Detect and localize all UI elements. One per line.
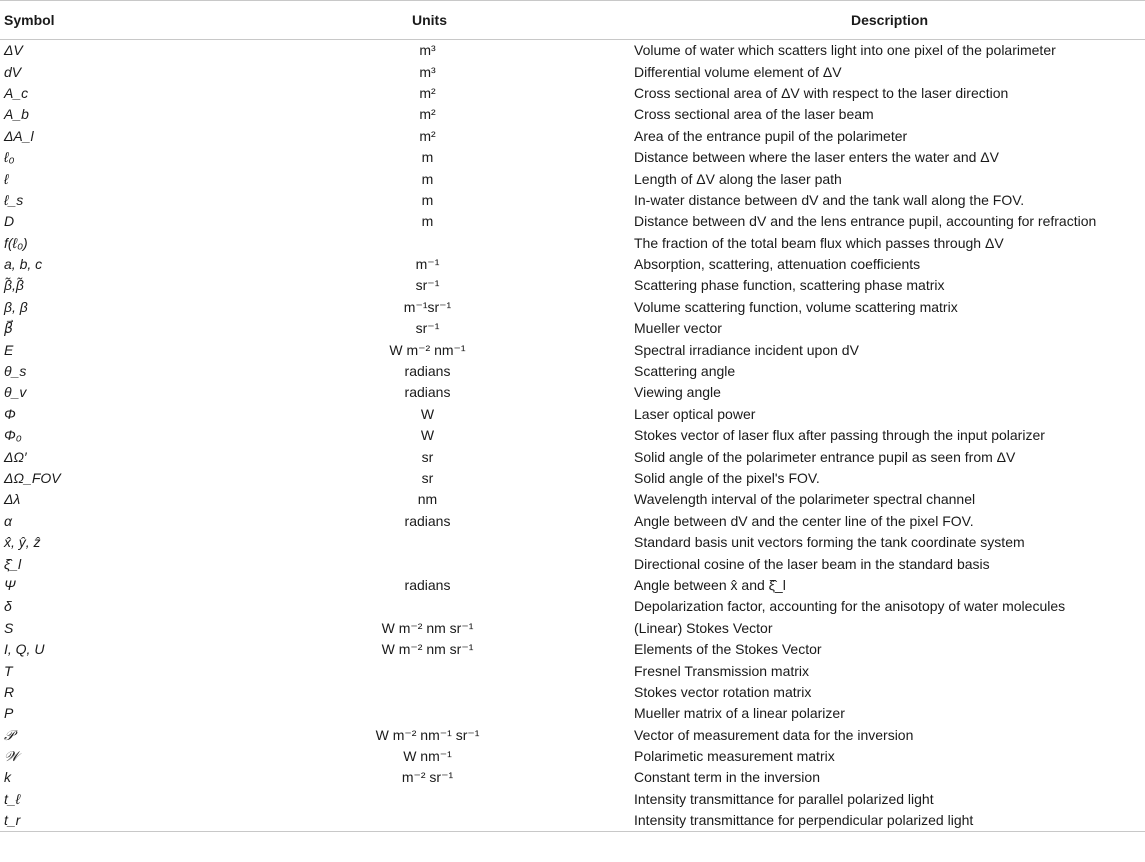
table-row	[0, 404, 1145, 425]
symbol-cell: Ψ	[4, 576, 16, 593]
description-cell: Standard basis unit vectors forming the tank coordinate system	[634, 534, 1025, 551]
symbol-cell: Φ	[4, 405, 16, 422]
description-cell: Distance between where the laser enters the water and ΔV	[634, 149, 999, 166]
units-cell: m²	[419, 84, 436, 101]
symbol-cell: A_c	[4, 84, 29, 101]
symbol-cell: R	[4, 683, 15, 700]
table-row	[0, 639, 1145, 660]
table-row	[0, 425, 1145, 446]
table-row	[0, 168, 1145, 189]
units-cell: sr⁻¹	[415, 277, 440, 294]
table-row	[0, 618, 1145, 639]
description-cell: Laser optical power	[634, 405, 756, 422]
table-row	[0, 810, 1145, 832]
units-cell: radians	[404, 384, 451, 401]
table-row	[0, 660, 1145, 681]
symbol-cell: 𝒫	[4, 726, 15, 743]
units-cell: m³	[419, 63, 436, 80]
units-cell: nm	[417, 491, 438, 508]
symbol-cell: dV	[4, 63, 22, 80]
description-cell: Absorption, scattering, attenuation coefficients	[634, 256, 921, 273]
units-cell: W	[420, 405, 435, 422]
description-cell: Stokes vector of laser flux after passing through the input polarizer	[634, 427, 1045, 444]
symbol-cell: ℓ₀	[4, 149, 15, 166]
symbol-cell: θ_v	[4, 384, 27, 401]
units-cell: W m⁻² nm⁻¹ sr⁻¹	[375, 726, 480, 743]
header-description: Description	[630, 1, 1145, 40]
table-row	[0, 511, 1145, 532]
units-cell: radians	[404, 576, 451, 593]
table-row	[0, 789, 1145, 810]
units-cell: m	[421, 191, 434, 208]
units-cell: W nm⁻¹	[403, 748, 452, 765]
symbol-cell: t_r	[0, 810, 225, 832]
units-cell	[225, 810, 630, 832]
description-cell: Cross sectional area of ΔV with respect to the laser direction	[634, 84, 1009, 101]
units-cell: W m⁻² nm⁻¹	[389, 341, 466, 358]
symbol-cell: Δλ	[4, 491, 21, 508]
units-cell	[225, 553, 630, 574]
units-cell: W	[420, 427, 435, 444]
units-cell: m⁻¹sr⁻¹	[403, 298, 452, 315]
description-cell: Volume of water which scatters light into one pixel of the polarimeter	[634, 42, 1056, 59]
symbol-cell: x̂, ŷ, ẑ	[4, 534, 41, 551]
table-row	[0, 61, 1145, 82]
symbol-cell: β̃,β̃	[4, 277, 24, 294]
description-cell: Vector of measurement data for the inversion	[634, 726, 914, 743]
table-row	[0, 318, 1145, 339]
header-units: Units	[225, 1, 630, 40]
table-body	[0, 40, 1145, 832]
symbol-cell: ℓ	[4, 170, 9, 187]
table-row	[0, 104, 1145, 125]
table-row	[0, 489, 1145, 510]
table-row	[0, 746, 1145, 767]
symbol-cell: ΔA_l	[4, 127, 34, 144]
symbol-cell: β, β	[4, 298, 28, 315]
header-row	[0, 1, 1145, 40]
description-cell: Angle between x̂ and ξ̂_l	[634, 576, 786, 593]
symbol-cell: ΔΩ′	[4, 448, 27, 465]
table-row	[0, 703, 1145, 724]
table-row	[0, 446, 1145, 467]
units-cell: m²	[419, 106, 436, 123]
table-row	[0, 725, 1145, 746]
table-row	[0, 468, 1145, 489]
units-cell: sr	[421, 448, 434, 465]
description-cell: Intensity transmittance for parallel polarized light	[634, 790, 934, 807]
units-cell: radians	[404, 512, 451, 529]
table-row	[0, 532, 1145, 553]
table-row	[0, 254, 1145, 275]
description-cell: Solid angle of the pixel's FOV.	[634, 470, 820, 486]
symbol-cell: I, Q, U	[4, 641, 45, 658]
description-cell: Solid angle of the polarimeter entrance pupil as seen from ΔV	[634, 448, 1016, 465]
description-cell: Mueller matrix of a linear polarizer	[634, 705, 845, 722]
table-row	[0, 190, 1145, 211]
description-cell: Cross sectional area of the laser beam	[634, 106, 874, 123]
description-cell: Polarimetic measurement matrix	[634, 748, 835, 765]
table-row	[0, 126, 1145, 147]
description-cell: (Linear) Stokes Vector	[634, 619, 773, 636]
symbol-cell: D	[4, 213, 15, 230]
table-row	[0, 553, 1145, 574]
table-row	[0, 767, 1145, 788]
symbol-cell: Φ₀	[4, 427, 22, 444]
symbol-cell: T	[4, 662, 13, 679]
units-cell	[225, 703, 630, 724]
symbol-cell: θ_s	[4, 363, 27, 380]
symbol-cell: P	[4, 705, 14, 722]
units-cell: m	[421, 149, 434, 166]
units-cell: W m⁻² nm sr⁻¹	[381, 619, 474, 636]
description-cell: Distance between dV and the lens entrance pupil, accounting for refraction	[634, 213, 1097, 230]
description-cell: Viewing angle	[634, 384, 721, 401]
table-row	[0, 40, 1145, 62]
units-cell	[225, 233, 630, 254]
description-cell: Scattering angle	[634, 363, 736, 380]
symbol-cell: S	[4, 619, 14, 636]
description-cell: Constant term in the inversion	[634, 769, 820, 786]
table-row	[0, 275, 1145, 296]
units-cell: radians	[404, 363, 451, 380]
table-row	[0, 596, 1145, 617]
description-cell: Differential volume element of ΔV	[634, 63, 842, 80]
symbol-cell: E	[4, 341, 14, 358]
symbol-cell: ΔΩ_FOV	[4, 470, 61, 486]
table-row	[0, 211, 1145, 232]
description-cell: Wavelength interval of the polarimeter spectral channel	[634, 491, 976, 508]
table-row	[0, 297, 1145, 318]
description-cell: Stokes vector rotation matrix	[634, 683, 812, 700]
description-cell: Mueller vector	[634, 320, 722, 337]
symbol-cell: t_ℓ	[4, 790, 21, 807]
symbol-cell: A_b	[4, 106, 29, 123]
symbol-cell: β⃗	[4, 320, 13, 337]
units-cell: sr	[421, 470, 434, 486]
symbol-cell: 𝒲	[4, 748, 19, 765]
table-row	[0, 233, 1145, 254]
symbol-cell: δ	[4, 598, 12, 615]
symbol-cell: k	[4, 769, 11, 786]
symbol-cell: ℓ_s	[4, 191, 24, 208]
table-row	[0, 339, 1145, 360]
units-cell: m	[421, 213, 434, 230]
symbol-cell: ξ̂_l	[4, 555, 22, 572]
table-row	[0, 382, 1145, 403]
symbol-cell: a, b, c	[4, 256, 43, 273]
units-cell: m⁻² sr⁻¹	[401, 769, 454, 786]
description-cell: Elements of the Stokes Vector	[634, 641, 822, 658]
units-cell	[225, 789, 630, 810]
units-cell: m	[421, 170, 434, 187]
table-row	[0, 361, 1145, 382]
description-cell: Area of the entrance pupil of the polarimeter	[634, 127, 908, 144]
symbol-cell: α	[4, 512, 12, 529]
units-cell: m⁻¹	[415, 256, 440, 273]
header-symbol: Symbol	[0, 1, 225, 40]
units-cell: sr⁻¹	[415, 320, 440, 337]
description-cell: Scattering phase function, scattering phase matrix	[634, 277, 945, 294]
table-row	[0, 83, 1145, 104]
table-row	[0, 147, 1145, 168]
description-cell: Spectral irradiance incident upon dV	[634, 341, 859, 358]
table-row	[0, 682, 1145, 703]
units-cell: m²	[419, 127, 436, 144]
symbol-cell: ΔV	[4, 42, 23, 59]
description-cell: Directional cosine of the laser beam in the standard basis	[634, 555, 990, 572]
units-cell	[225, 682, 630, 703]
description-cell: Intensity transmittance for perpendicular polarized light	[630, 810, 1145, 832]
description-cell: Fresnel Transmission matrix	[634, 662, 810, 679]
units-cell	[225, 660, 630, 681]
units-cell	[225, 532, 630, 553]
description-cell: The fraction of the total beam flux which passes through ΔV	[634, 234, 1004, 251]
description-cell: Angle between dV and the center line of the pixel FOV.	[634, 512, 974, 529]
units-cell	[225, 596, 630, 617]
table-header	[0, 1, 1145, 40]
table-row	[0, 575, 1145, 596]
description-cell: In-water distance between dV and the tank wall along the FOV.	[634, 191, 1025, 208]
description-cell: Volume scattering function, volume scattering matrix	[634, 298, 958, 315]
description-cell: Depolarization factor, accounting for the anisotopy of water molecules	[634, 598, 1066, 615]
description-cell: Length of ΔV along the laser path	[634, 170, 842, 187]
symbol-cell: f(ℓ₀)	[4, 234, 28, 251]
units-cell: W m⁻² nm sr⁻¹	[381, 641, 474, 658]
units-cell: m³	[419, 42, 436, 59]
